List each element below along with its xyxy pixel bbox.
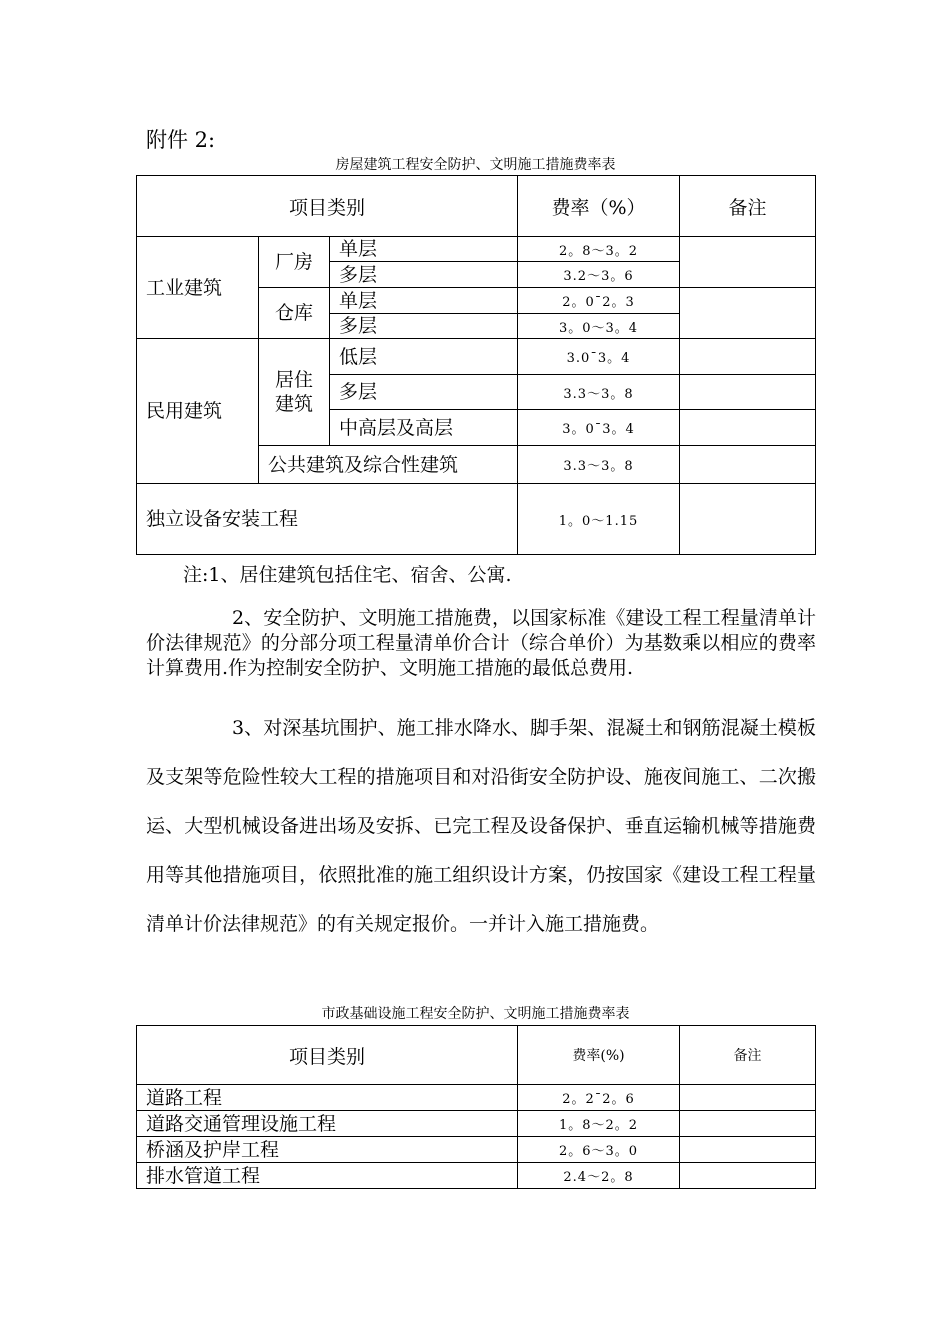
table-row-name: 桥涵及护岸工程 — [137, 1137, 518, 1163]
equipment-installation-label: 独立设备安装工程 — [137, 484, 518, 555]
attachment-label: 附件 2: — [146, 128, 216, 152]
t2-header-category: 项目类别 — [137, 1026, 518, 1085]
table-row-remark — [680, 1163, 816, 1189]
civil-building-label: 民用建筑 — [137, 339, 259, 484]
factory-multi-label: 多层 — [330, 262, 518, 288]
table-row-name: 道路交通管理设施工程 — [137, 1111, 518, 1137]
warehouse-remark — [680, 288, 816, 339]
table-row-name: 排水管道工程 — [137, 1163, 518, 1189]
table-row-rate: 2.4～2。8 — [518, 1163, 680, 1189]
factory-single-label: 单层 — [330, 237, 518, 262]
public-building-remark — [680, 446, 816, 484]
residential-low-label: 低层 — [330, 339, 518, 375]
residential-multi-label: 多层 — [330, 375, 518, 410]
residential-high-rate: 3。0¯3。4 — [518, 410, 680, 446]
table-row-remark — [680, 1111, 816, 1137]
residential-high-label: 中高层及高层 — [330, 410, 518, 446]
header-remark: 备注 — [680, 176, 816, 237]
table-row-rate: 2。2¯2。6 — [518, 1085, 680, 1111]
industrial-building-label: 工业建筑 — [137, 237, 259, 339]
residential-label-line1: 居住 — [274, 369, 313, 391]
public-building-rate: 3.3～3。8 — [518, 446, 680, 484]
warehouse-label: 仓库 — [259, 288, 330, 339]
building-rate-table — [136, 175, 816, 555]
warehouse-single-rate: 2。0¯2。3 — [518, 288, 680, 314]
municipal-rate-table — [136, 1025, 816, 1189]
note-3: 3、对深基坑围护、施工排水降水、脚手架、混凝土和钢筋混凝土模板及支架等危险性较大工程的措施项目和对沿街安全防护设、施夜间施工、二次搬运、大型机械设备进出场及安拆、已完工程及设备保护、垂直运输机械等措施费用等其他措施项目，依照批准的施工组织设计方案，仍按国家《建设工程工程量清单计价法律规范》的有关规定报价。一并计入施工措施费。 — [146, 717, 816, 935]
table-row-rate: 1。8～2。2 — [518, 1111, 680, 1137]
table2-caption: 市政基础设施工程安全防护、文明施工措施费率表 — [321, 1006, 630, 1022]
t2-header-rate: 费率(%) — [518, 1026, 680, 1085]
warehouse-multi-rate: 3。0～3。4 — [518, 314, 680, 339]
table-row-remark — [680, 1085, 816, 1111]
factory-remark — [680, 237, 816, 288]
note-2: 2、安全防护、文明施工措施费，以国家标准《建设工程工程量清单计价法律规范》的分部分项工程量清单价合计（综合单价）为基数乘以相应的费率计算费用.作为控制安全防护、文明施工措施的最低总费用. — [146, 607, 816, 679]
note-1: 注:1、居住建筑包括住宅、宿舍、公寓. — [183, 564, 512, 586]
table-row-name: 道路工程 — [137, 1085, 518, 1111]
residential-high-remark — [680, 410, 816, 446]
residential-low-rate: 3.0¯3。4 — [518, 339, 680, 375]
residential-label — [259, 339, 330, 446]
header-rate: 费率（%） — [518, 176, 680, 237]
residential-multi-rate: 3.3～3。8 — [518, 375, 680, 410]
residential-low-remark — [680, 339, 816, 375]
equipment-installation-remark — [680, 484, 816, 555]
factory-multi-rate: 3.2～3。6 — [518, 262, 680, 288]
header-category: 项目类别 — [137, 176, 518, 237]
table1-caption: 房屋建筑工程安全防护、文明施工措施费率表 — [335, 157, 616, 173]
warehouse-single-label: 单层 — [330, 288, 518, 314]
factory-single-rate: 2。8～3。2 — [518, 237, 680, 262]
residential-multi-remark — [680, 375, 816, 410]
t2-header-remark: 备注 — [680, 1026, 816, 1085]
residential-label-line2: 建筑 — [274, 393, 313, 415]
public-building-label: 公共建筑及综合性建筑 — [259, 446, 518, 484]
table-row-remark — [680, 1137, 816, 1163]
warehouse-multi-label: 多层 — [330, 314, 518, 339]
table-row-rate: 2。6～3。0 — [518, 1137, 680, 1163]
equipment-installation-rate: 1。0～1.15 — [518, 484, 680, 555]
factory-label: 厂房 — [259, 237, 330, 288]
